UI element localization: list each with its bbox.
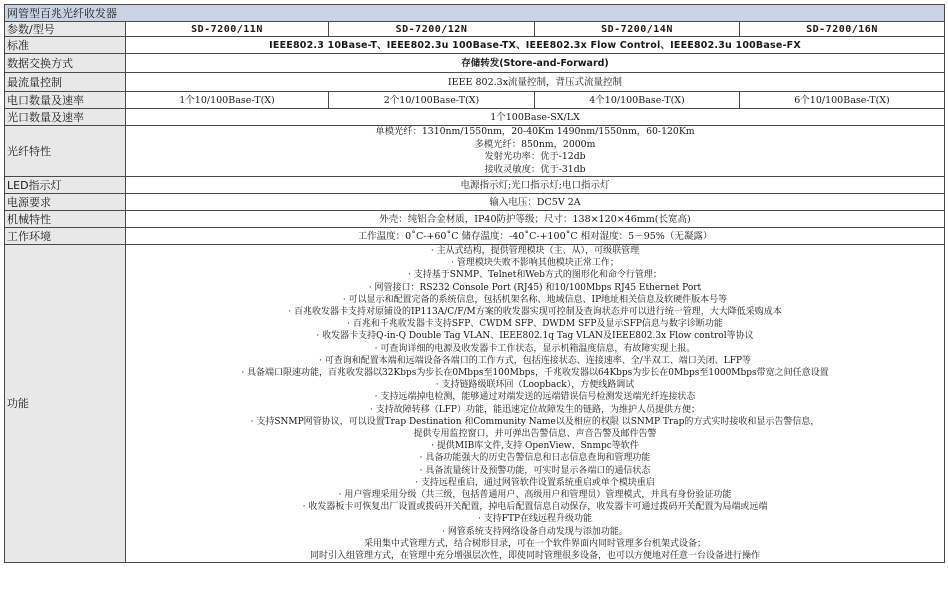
power-label: 电源要求 xyxy=(5,194,126,211)
model-12n: SD-7200/12N xyxy=(329,22,535,37)
mechanical-label: 机械特性 xyxy=(5,211,126,228)
model-label: 参数/型号 xyxy=(5,22,126,37)
led-value: 电源指示灯;光口指示灯;电口指示灯 xyxy=(126,177,945,194)
function-line: · 具备端口限速功能，百兆收发器以32Kbps为步长在0Mbps至100Mbps，千兆收发器以64Kbps为步长在0Mbps至1000Mbps带宽之间任意设置 xyxy=(241,368,829,379)
function-line: · 支持基于SNMP、Telnet和Web方式的图形化和命令行管理； xyxy=(408,270,662,281)
function-line: · 可查询和配置本端和远端设备各端口的工作方式，包括连接状态、连接速率、全/半双工、端口关闭、LFP等 xyxy=(318,355,752,366)
led-row xyxy=(5,177,945,194)
function-line: · 支持远端掉电检测，能够通过对端发送的远端错误信号检测发送端光纤连接状态 xyxy=(374,392,696,403)
fiber-row xyxy=(5,126,945,177)
model-11n: SD-7200/11N xyxy=(126,22,329,37)
function-line: · 网管接口：RS232 Console Port (RJ45) 和10/100Mbps RJ45 Ethernet Port xyxy=(368,282,702,293)
function-line: · 网管系统支持网络设备自动发现与添加功能。 xyxy=(442,526,628,537)
power-row xyxy=(5,194,945,211)
model-row xyxy=(5,22,945,37)
mechanical-value: 外壳：纯铝合金材质，IP40防护等级；尺寸：138×120×46mm(长宽高) xyxy=(126,211,945,228)
optical-ports-label: 光口数量及速率 xyxy=(5,109,126,126)
function-line: 提供专用监控窗口，并可弹出告警信息、声音告警及邮件告警 xyxy=(413,429,657,440)
function-line: · 主从式结构，提供管理模块（主、从），可级联管理 xyxy=(430,246,640,256)
function-line: · 百兆收发器卡支持对原铺设的IP113A/C/F/M方案的收发器实现可控制及查询状态并可以进行统一管理，大大降低采购成本 xyxy=(288,307,782,318)
functions-value xyxy=(126,245,945,563)
power-value: 输入电压：DC5V 2A xyxy=(126,194,945,211)
fiber-line: 多模光纤：850nm，2000m xyxy=(474,138,596,150)
led-label: LED指示灯 xyxy=(5,177,126,194)
function-line: · 具备功能强大的历史告警信息和日志信息查询和管理功能 xyxy=(419,453,651,464)
function-line: · 用户管理采用分级（共三级，包括普通用户、高级用户和管理员）管理模式，并具有身份验证功能 xyxy=(338,490,732,501)
electric-ports-label: 电口数量及速率 xyxy=(5,92,126,109)
fiber-line: 接收灵敏度：优于-31db xyxy=(484,163,586,175)
function-line: · 支持链路级联环回（Loopback），方便线路调试 xyxy=(435,380,635,391)
function-line: · 收发器板卡可恢复出厂设置或拨码开关配置，掉电后配置信息自动保存，收发器卡可通过拨码开关配置为局端或远端 xyxy=(302,502,768,513)
function-line: · 收发器卡支持Q-in-Q Double Tag VLAN、IEEE802.1q Tag VLAN及IEEE802.3x Flow control等协议 xyxy=(316,331,754,342)
spec-table xyxy=(4,4,945,563)
flow-control-value: IEEE 802.3x流量控制，背压式流量控制 xyxy=(126,73,945,92)
title-row xyxy=(5,5,945,22)
table-title: 网管型百兆光纤收发器 xyxy=(5,5,945,22)
function-line: · 支持故障转移（LFP）功能，能迅速定位故障发生的链路，为维护人员提供方便； xyxy=(369,404,700,415)
function-line: · 支持远程重启，通过网管软件设置系统重启或单个模块重启 xyxy=(415,477,655,488)
electric-ports-11n: 1个10/100Base-T(X) xyxy=(126,92,329,109)
fiber-line: 单模光纤：1310nm/1550nm，20-40Km 1490nm/1550nm，60-120Km xyxy=(375,126,695,137)
function-line: · 支持FTP在线远程升级功能 xyxy=(477,514,593,525)
function-line: · 百兆和千兆收发器卡支持SFP、CWDM SFP、DWDM SFP及显示SFP信息与数字诊断功能 xyxy=(347,319,723,330)
function-line: 同时引入组管理方式，在管理中充分增强层次性，即使同时管理很多设备，也可以方便地对任意一台设备进行操作 xyxy=(309,551,760,562)
standard-label: 标准 xyxy=(5,37,126,54)
functions-label: 功能 xyxy=(5,245,126,563)
electric-ports-16n: 6个10/100Base-T(X) xyxy=(740,92,945,109)
optical-ports-value: 1个100Base-SX/LX xyxy=(126,109,945,126)
standard-value: IEEE802.3 10Base-T、IEEE802.3u 100Base-TX、IEEE802.3x Flow Control、IEEE802.3u 100Base-FX xyxy=(126,37,945,54)
standard-row xyxy=(5,37,945,54)
electric-ports-14n: 4个10/100Base-T(X) xyxy=(535,92,740,109)
fiber-value xyxy=(126,126,945,177)
function-line: · 管理模块失败不影响其他模块正常工作； xyxy=(451,258,619,269)
function-line: · 具备流量统计及预警功能，可实时显示各端口的通信状态 xyxy=(419,465,651,476)
flow-control-row xyxy=(5,73,945,92)
environment-row xyxy=(5,228,945,245)
function-line: · 支持SNMP网管协议，可以设置Trap Destination 和Community Name以及相应的权限 以SNMP Trap的方式实时接收和显示告警信息， xyxy=(250,416,820,427)
environment-label: 工作环境 xyxy=(5,228,126,245)
model-16n: SD-7200/16N xyxy=(740,22,945,37)
electric-ports-row xyxy=(5,92,945,109)
optical-ports-row xyxy=(5,109,945,126)
mechanical-row xyxy=(5,211,945,228)
switching-value: 存储转发(Store-and-Forward) xyxy=(126,54,945,73)
fiber-label: 光纤特性 xyxy=(5,126,126,177)
function-line: · 可查询详细的电源及收发器卡工作状态，显示机箱温度信息，有故障实现上报。 xyxy=(374,343,696,354)
switching-row xyxy=(5,54,945,73)
flow-control-label: 最流量控制 xyxy=(5,73,126,92)
environment-value: 工作温度：0˚C-+60˚C 储存温度：-40˚C-+100˚C 相对湿度：5－95%（无凝露） xyxy=(126,228,945,245)
function-line: 采用集中式管理方式，结合树形目录，可在一个软件界面内同时管理多台机架式设备； xyxy=(363,538,706,549)
function-line: · 可以显示和配置完备的系统信息，包括机架名称、地域信息、IP地址相关信息及软硬件版本号等 xyxy=(342,294,728,305)
function-line: · 提供MIB库文件,支持 OpenView、Snmpc等软件 xyxy=(431,441,639,452)
switching-label: 数据交换方式 xyxy=(5,54,126,73)
electric-ports-12n: 2个10/100Base-T(X) xyxy=(329,92,535,109)
model-14n: SD-7200/14N xyxy=(535,22,740,37)
fiber-line: 发射光功率：优于-12db xyxy=(484,151,586,162)
functions-row xyxy=(5,245,945,563)
